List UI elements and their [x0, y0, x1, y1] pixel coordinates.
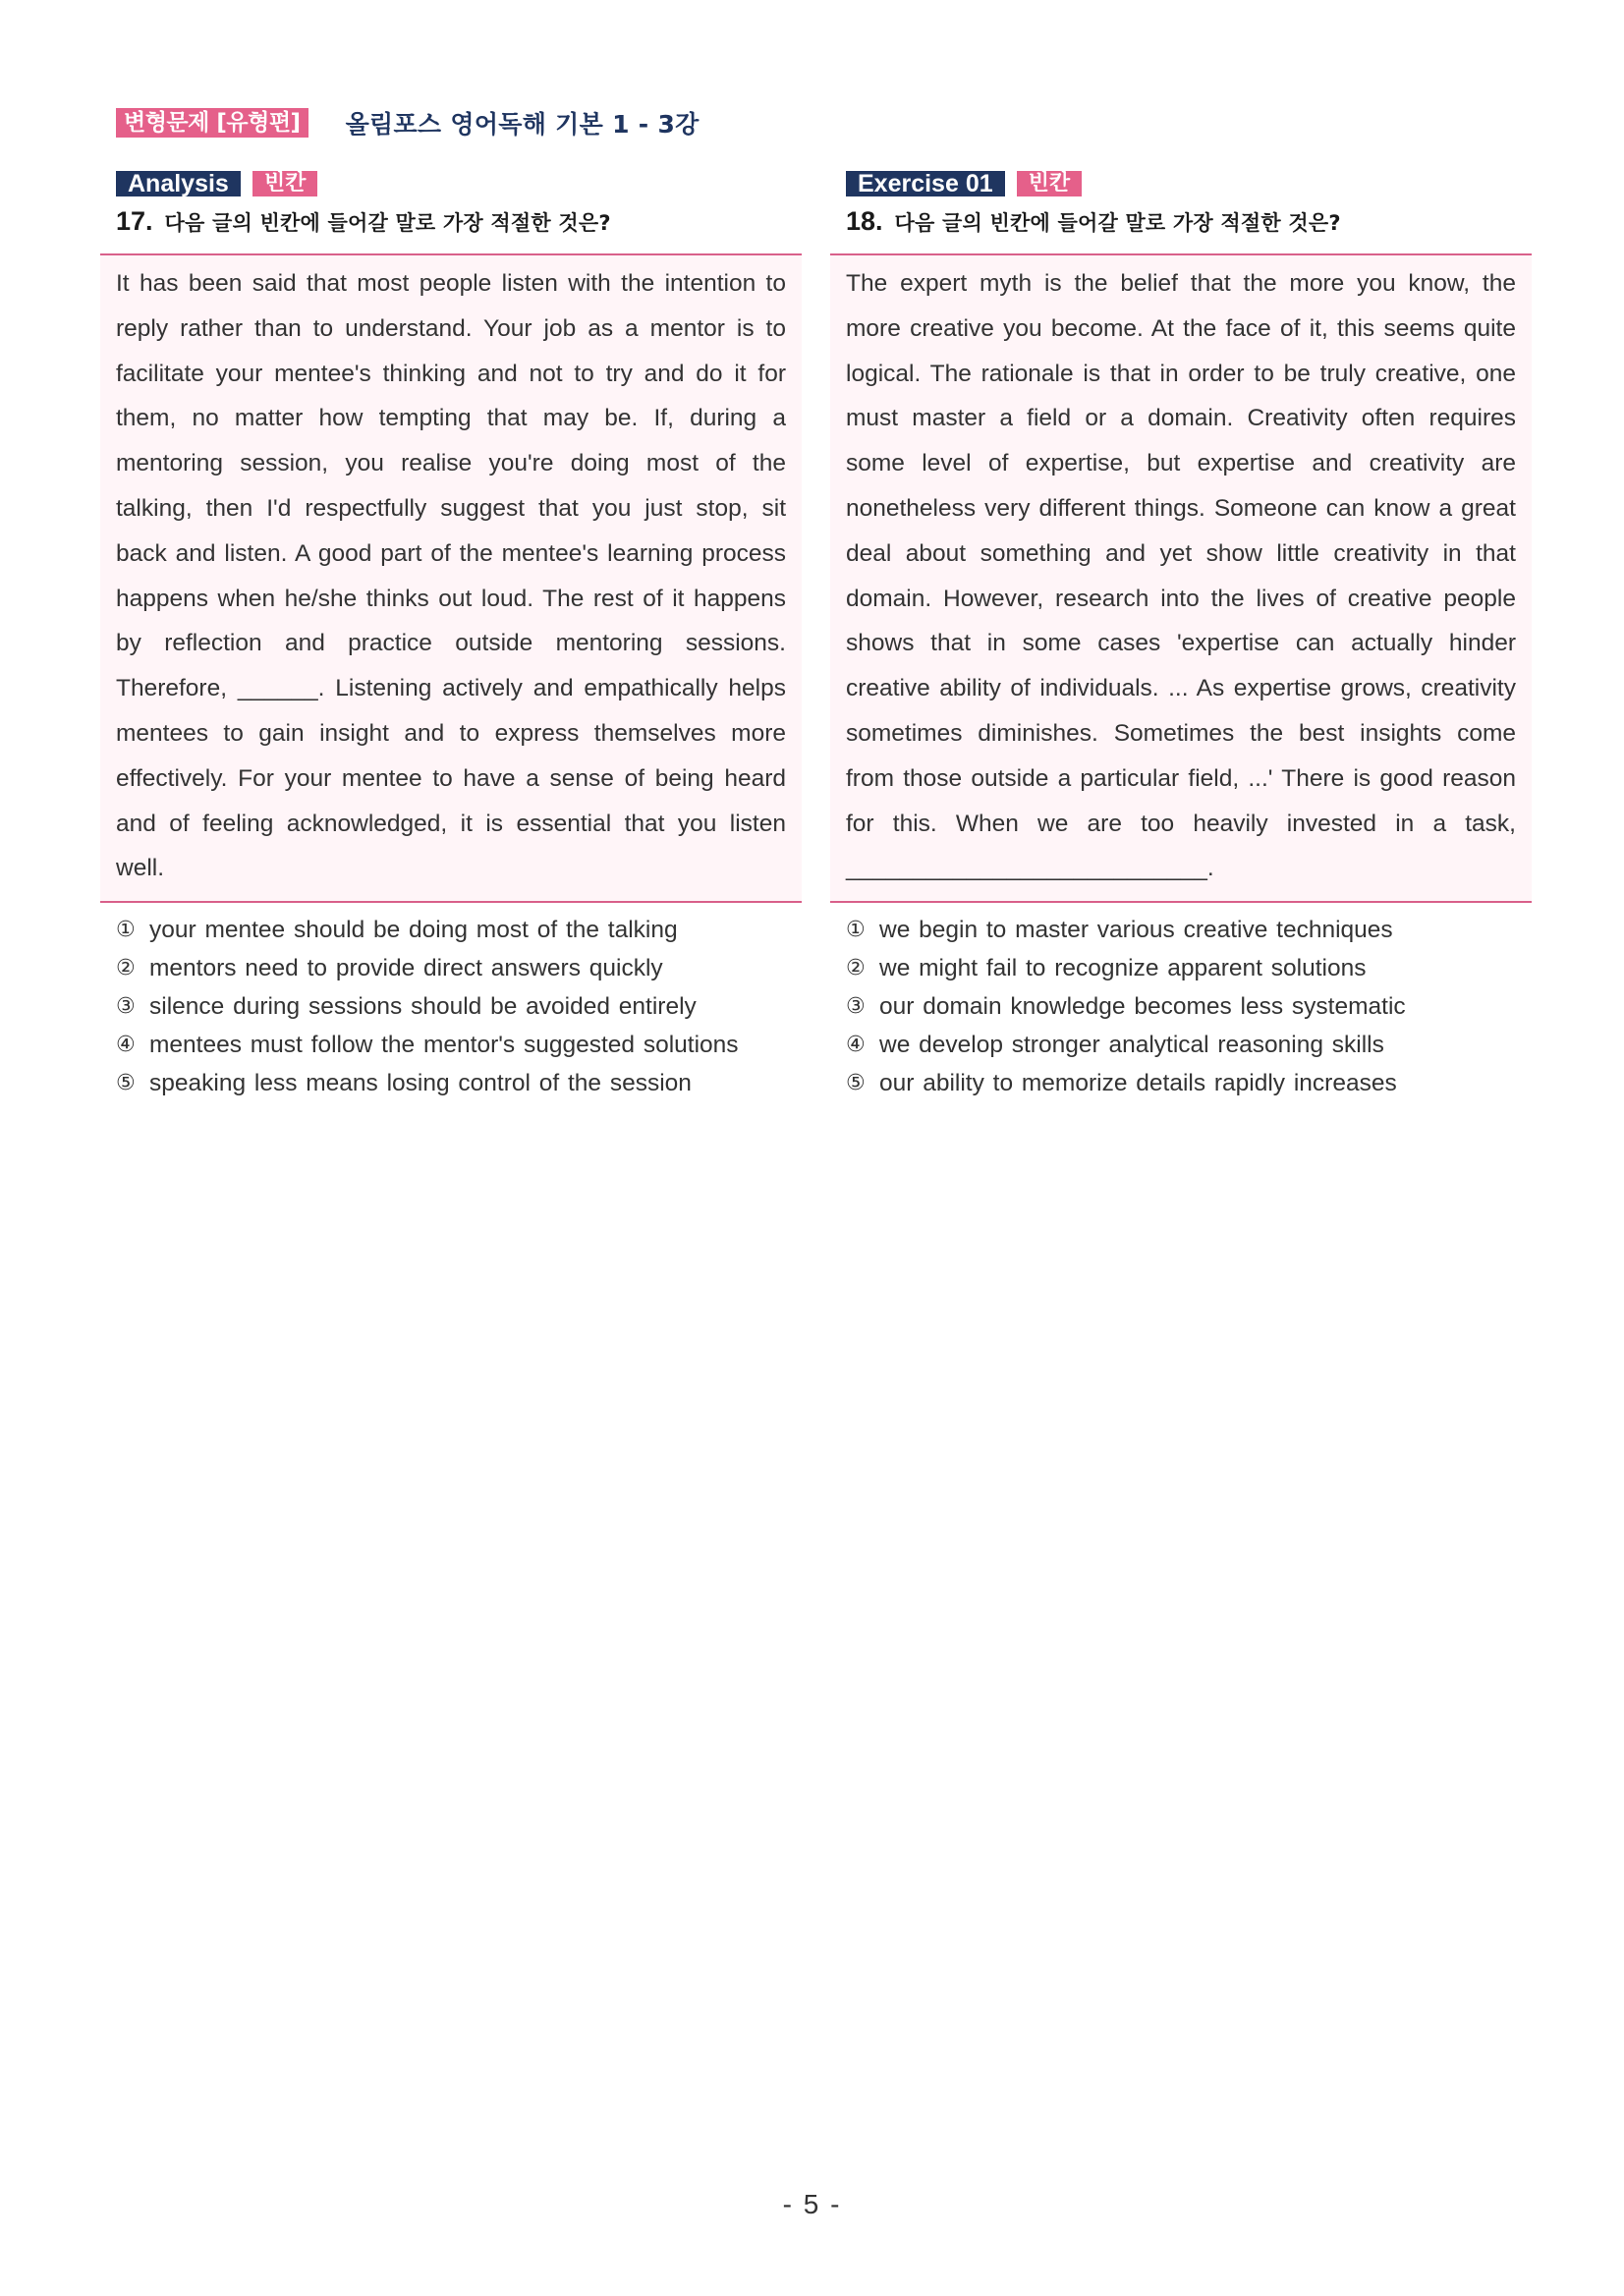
- choice-item[interactable]: [846, 987, 1532, 1026]
- choice-mark: ①: [846, 918, 866, 943]
- question-number: 17.: [116, 206, 153, 236]
- choice-text: our domain knowledge becomes less systematic: [879, 993, 1406, 1021]
- question-prompt: [116, 206, 802, 242]
- choice-text: we develop stronger analytical reasoning skills: [879, 1032, 1384, 1059]
- page-number: - 5 -: [782, 2189, 842, 2219]
- question-17-column: [100, 171, 802, 1102]
- choice-mark: ②: [116, 956, 136, 981]
- exercise-label: Exercise 01: [846, 171, 1005, 196]
- choice-mark: ④: [846, 1033, 866, 1058]
- question-instruction: 다음 글의 빈칸에 들어갈 말로 가장 적절한 것은?: [894, 211, 1341, 235]
- choice-item[interactable]: [846, 1026, 1532, 1064]
- passage-text: The expert myth is the belief that the more you know, the more creative you become. At the face of it, this seems quite logical. The rationale is that in order to be truly creative, one must master a field or a domain. Creativity often requires some level of expertise, but expertise and creativity are nonetheless very different things. Someone can know a great deal about something and yet show little creativity in that domain. However, research into the lives of creative people shows that in some cases 'expertise can actually hinder creative ability of individuals. ... As expertise grows, creativity sometimes diminishes. Sometimes the best insights come from those outside a particular field, ...' There is good reason for this. When we are too heavily invested in a task, ___________________________.: [846, 270, 1516, 882]
- passage-box: [830, 253, 1532, 903]
- choice-mark: ⑤: [116, 1071, 136, 1096]
- page-header: [116, 106, 700, 140]
- question-number: 18.: [846, 206, 883, 236]
- choice-text: your mentee should be doing most of the talking: [149, 917, 678, 944]
- question-type-tag: 빈칸: [1017, 171, 1083, 196]
- analysis-label: Analysis: [116, 171, 241, 196]
- choice-item[interactable]: [846, 1064, 1532, 1102]
- choice-item[interactable]: [116, 949, 802, 987]
- passage-text: It has been said that most people listen with the intention to reply rather than to understand. Your job as a mentor is to facilitate your mentee's thinking and not to try and do it for them, no matter how tempting that may be. If, during a mentoring session, you realise you're doing most of the talking, then I'd respectfully suggest that you just stop, sit back and listen. A good part of the mentee's learning process happens when he/she thinks out loud. The rest of it happens by reflection and practice outside mentoring sessions. Therefore, ______. Listening actively and empathically helps mentees to gain insight and to express themselves more effectively. For your mentee to have a sense of being heard and of feeling acknowledged, it is essential that you listen well.: [116, 270, 786, 882]
- choice-text: mentors need to provide direct answers quickly: [149, 955, 663, 982]
- choice-item[interactable]: [116, 987, 802, 1026]
- choice-mark: ②: [846, 956, 866, 981]
- choice-item[interactable]: [116, 1026, 802, 1064]
- choice-text: our ability to memorize details rapidly increases: [879, 1070, 1397, 1097]
- choice-item[interactable]: [116, 911, 802, 949]
- choice-mark: ④: [116, 1033, 136, 1058]
- choice-item[interactable]: [116, 1064, 802, 1102]
- variant-problem-tag: 변형문제 [유형편]: [116, 108, 308, 138]
- choice-item[interactable]: [846, 949, 1532, 987]
- choice-text: mentees must follow the mentor's suggested solutions: [149, 1032, 739, 1059]
- choice-item[interactable]: [846, 911, 1532, 949]
- question-18-column: [830, 171, 1532, 1102]
- answer-choices: [100, 911, 802, 1102]
- choice-mark: ⑤: [846, 1071, 866, 1096]
- choice-text: silence during sessions should be avoided entirely: [149, 993, 697, 1021]
- question-labels: [846, 171, 1532, 196]
- question-labels: [116, 171, 802, 196]
- choice-mark: ①: [116, 918, 136, 943]
- choice-text: we might fail to recognize apparent solutions: [879, 955, 1367, 982]
- answer-choices: [830, 911, 1532, 1102]
- choice-text: speaking less means losing control of the session: [149, 1070, 692, 1097]
- question-prompt: [846, 206, 1532, 242]
- choice-mark: ③: [116, 994, 136, 1020]
- series-title: 올림포스 영어독해 기본 1 - 3강: [345, 110, 700, 139]
- question-type-tag: 빈칸: [252, 171, 318, 196]
- choice-text: we begin to master various creative techniques: [879, 917, 1393, 944]
- question-instruction: 다음 글의 빈칸에 들어갈 말로 가장 적절한 것은?: [164, 211, 611, 235]
- passage-box: [100, 253, 802, 903]
- choice-mark: ③: [846, 994, 866, 1020]
